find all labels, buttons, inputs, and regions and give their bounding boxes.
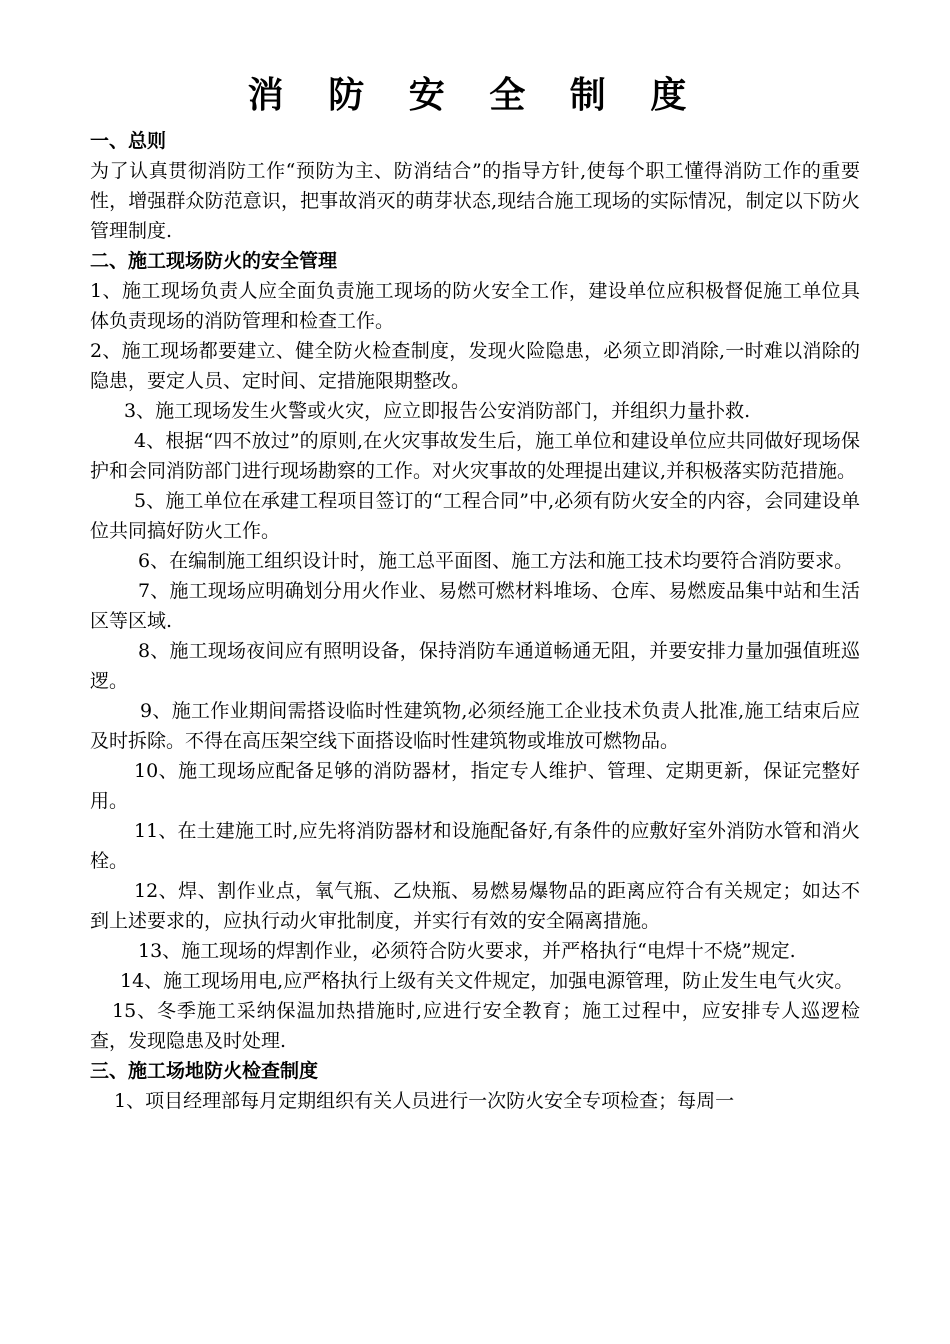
paragraph: 7、施工现场应明确划分用火作业、易燃可燃材料堆场、仓库、易燃废品集中站和生活区等区域. xyxy=(90,580,860,632)
paragraph: 5、施工单位在承建工程项目签订的“工程合同”中,必须有防火安全的内容，会同建设单位共同搞好防火工作。 xyxy=(90,490,860,542)
paragraph: 6、在编制施工组织设计时，施工总平面图、施工方法和施工技术均要符合消防要求。 xyxy=(138,550,854,572)
paragraph: 为了认真贯彻消防工作“预防为主、防消结合”的指导方针,使每个职工懂得消防工作的重要性，增强群众防范意识，把事故消灭的萌芽状态,现结合施工现场的实际情况，制定以下防火管理制度. xyxy=(90,160,860,242)
paragraph: 2、施工现场都要建立、健全防火检查制度，发现火险隐患，必须立即消除,一时难以消除的隐患，要定人员、定时间、定措施限期整改。 xyxy=(90,340,860,392)
section-fire-inspection xyxy=(90,1056,860,1116)
document-title: 消 防 安 全 制 度 xyxy=(247,75,703,116)
document-page xyxy=(90,70,860,1116)
section-heading: 一、总则 xyxy=(90,130,167,152)
paragraph: 15、冬季施工采纳保温加热措施时,应进行安全教育；施工过程中，应安排专人巡逻检查，发现隐患及时处理. xyxy=(90,1000,860,1052)
paragraph: 14、施工现场用电,应严格执行上级有关文件规定，加强电源管理，防止发生电气火灾。 xyxy=(120,970,854,992)
paragraph: 8、施工现场夜间应有照明设备，保持消防车通道畅通无阻，并要安排力量加强值班巡逻。 xyxy=(90,640,860,692)
paragraph: 13、施工现场的焊割作业，必须符合防火要求，并严格执行“电焊十不烧”规定. xyxy=(138,940,796,962)
paragraph: 9、施工作业期间需搭设临时性建筑物,必须经施工企业技术负责人批准,施工结束后应及时拆除。不得在高压架空线下面搭设临时性建筑物或堆放可燃物品。 xyxy=(90,700,860,752)
paragraph: 12、焊、割作业点，氧气瓶、乙炔瓶、易燃易爆物品的距离应符合有关规定；如达不到上述要求的，应执行动火审批制度，并实行有效的安全隔离措施。 xyxy=(90,880,860,932)
section-general xyxy=(90,126,860,246)
paragraph: 3、施工现场发生火警或火灾，应立即报告公安消防部门，并组织力量扑救. xyxy=(124,400,751,422)
paragraph: 1、施工现场负责人应全面负责施工现场的防火安全工作，建设单位应积极督促施工单位具体负责现场的消防管理和检查工作。 xyxy=(90,280,860,332)
section-site-fire-safety xyxy=(90,246,860,1056)
paragraph: 1、项目经理部每月定期组织有关人员进行一次防火安全专项检查；每周一 xyxy=(114,1090,735,1112)
section-heading: 二、施工现场防火的安全管理 xyxy=(90,250,338,272)
section-heading: 三、施工场地防火检查制度 xyxy=(90,1060,319,1082)
paragraph: 11、在土建施工时,应先将消防器材和设施配备好,有条件的应敷好室外消防水管和消火栓。 xyxy=(90,820,860,872)
paragraph: 10、施工现场应配备足够的消防器材，指定专人维护、管理、定期更新，保证完整好用。 xyxy=(90,760,860,812)
paragraph: 4、根据“四不放过”的原则,在火灾事故发生后，施工单位和建设单位应共同做好现场保护和会同消防部门进行现场勘察的工作。对火灾事故的处理提出建议,并积极落实防范措施。 xyxy=(90,430,860,482)
